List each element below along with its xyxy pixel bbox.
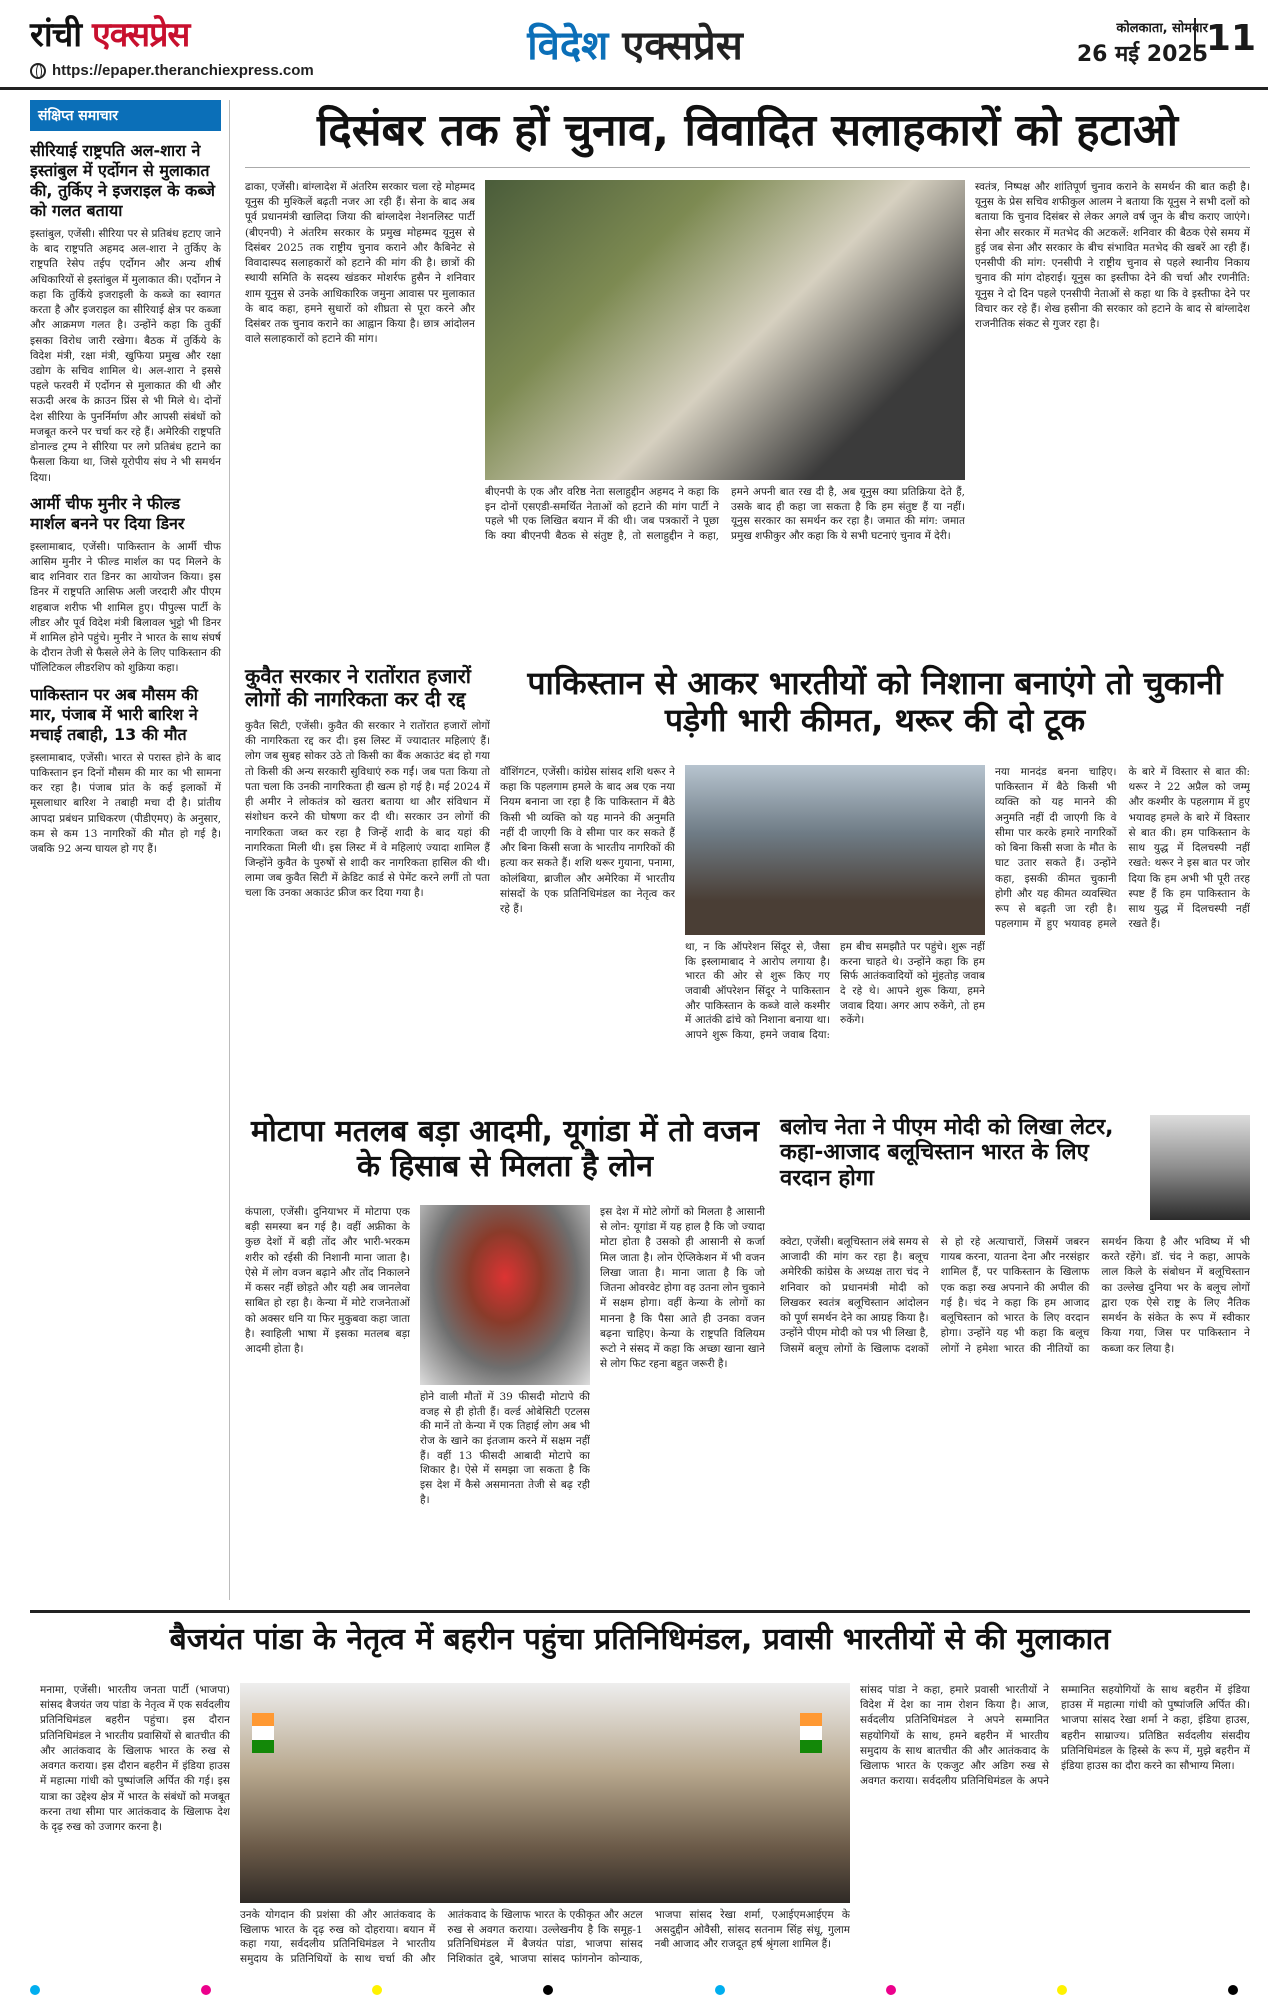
- logo-part2: एक्सप्रेस: [91, 15, 190, 55]
- article-bangladesh-headline: दिसंबर तक हों चुनाव, विवादित सलाहकारों को हटाओ: [245, 100, 1250, 168]
- article-uganda-col3: इस देश में मोटे लोगों को मिलता है आसानी से लोन: यूगांडा में यह हाल है कि जो ज्यादा मोटा होता है उसको ही आसानी से कर्जा मिल जाता है। लोन ऐप्लिकेशन में भी वजन लिखा जाता है। माना जाता है कि जो जितना ओवरवेट होगा वह उतना लोन चुकाने में सक्षम होगा। वहीं केन्या के लोगों का मानना है कि पैसा आते ही उनका वजन बढ़ना चाहिए। केन्या के राष्ट्रपति विलियम रूटो ने संसद में कहा कि अच्छा खाना खाने से लोग फिट रहना बहुत जरूरी है।: [600, 1206, 765, 1371]
- article-bahrain-col3: सांसद पांडा ने कहा, हमारे प्रवासी भारतीयों ने विदेश में देश का नाम रोशन किया है। आज, सर्वदलीय प्रतिनिधिमंडल ने अपने सम्मानित सहयोगियों के साथ, हमने बहरीन में भारतीय समुदाय के साथ बातचीत की और आतंकवाद के खिलाफ भारत के एकजुट और अडिग रुख से अवगत कराया। सर्वदलीय प्रतिनिधिमंडल के अपने सम्मानित सहयोगियों के साथ बहरीन में इंडिया हाउस में महात्मा गांधी को पुष्पांजलि अर्पित की। भाजपा सांसद रेखा शर्मा ने कहा, इंडिया हाउस, बहरीन साम्राज्य। प्रतिष्ठित सर्वदलीय संसदीय प्रतिनिधिमंडल के हिस्से के रूप में, मुझे बहरीन में इंडिया हाउस का दौरा करने का सौभाग्य मिला।: [860, 1684, 1250, 1788]
- article-uganda-headline: मोटापा मतलब बड़ा आदमी, यूगांडा में तो वजन के हिसाब से मिलता है लोन: [251, 1114, 759, 1184]
- article-tharoor-col3: नया मानदंड बनना चाहिए। पाकिस्तान में बैठे किसी भी व्यक्ति को यह मानने की अनुमति नहीं दी जाएगी कि वे सीमा पार करके हमारे नागरिकों को बिना किसी सजा के मौत के घाट उतार सकते हैं। उन्होंने कहा, इसकी कीमत चुकानी होगी और यह कीमत व्यवस्थित रूप से बढ़ती जा रही है। पहलगाम में हुए भयावह हमले के बारे में विस्तार से बात की: थरूर ने 22 अप्रैल को जम्मू और कश्मीर के पहलगाम में हुए भयावह हमले के बारे में विस्तार से बात की। हम पाकिस्तान के साथ युद्ध में दिलचस्पी नहीं रखते: थरूर ने इस बात पर जोर दिया कि हम अभी भी पूरी तरह स्पष्ट हैं कि हम पाकिस्तान के साथ युद्ध में दिलचस्पी नहीं रखते हैं।: [995, 766, 1250, 931]
- article-kuwait: [245, 665, 490, 1105]
- article-bahrain-col1: मनामा, एजेंसी। भारतीय जनता पार्टी (भाजपा) सांसद बैजयंत जय पांडा के नेतृत्व में एक सर्वदलीय प्रतिनिधिमंडल बहरीन पहुंचा। इस दौरान प्रतिनिधिमंडल ने भारतीय प्रवासियों से बातचीत की और आतंकवाद के खिलाफ भारत के रुख से अवगत कराया। इस दौरान बहरीन में इंडिया हाउस में महात्मा गांधी को पुष्पांजलि अर्पित की गई। इस यात्रा का उद्देश्य क्षेत्र में भारत के संबंधों को मजबूत करना तथा सीमा पार आतंकवाद के खिलाफ देश के दृढ़ रुख को उजागर करना है।: [40, 1684, 230, 1833]
- section-title-part2: एक्सप्रेस: [622, 22, 743, 69]
- yunus-army-photo: [485, 180, 965, 480]
- article-baloch-body: क्वेटा, एजेंसी। बलूचिस्तान लंबे समय से आजादी की मांग कर रहा है। बलूच अमेरिकी कांग्रेस के अध्यक्ष तारा चंद ने शनिवार को प्रधानमंत्री मोदी को लिखकर स्वतंत्र बलूचिस्तान आंदोलन को पूर्ण समर्थन देने का आग्रह किया है। उन्होंने पीएम मोदी को पत्र भी लिखा है, जिसमें बलूच लोगों के खिलाफ दशकों से हो रहे अत्याचारों, जिसमें जबरन गायब करना, यातना देना और नरसंहार शामिल हैं, पर पाकिस्तान के खिलाफ एक कड़ा रुख अपनाने की अपील की गई है। चंद ने कहा कि हम आजाद बलूचिस्तान को भारत के लिए वरदान होगा। उन्होंने यह भी कहा कि बलूच लोगों ने हमेशा भारत की नीतियों का समर्थन किया है और भविष्य में भी करते रहेंगे। डॉ. चंद ने कहा, आपके लाल किले के संबोधन में बलूचिस्तान का उल्लेख दुनिया भर के बलूच लोगों द्वारा एक ऐसे राष्ट्र के लिए नैतिक समर्थन के संकेत के रूप में स्वीकार किया गया, जिस पर पाकिस्तान ने कब्जा कर लिया है।: [780, 1236, 1250, 1355]
- article-tharoor-col1: वॉशिंगटन, एजेंसी। कांग्रेस सांसद शशि थरूर ने कहा कि पहलगाम हमले के बाद अब एक नया नियम बनाना जा रहा है कि पाकिस्तान में बैठे किसी भी व्यक्ति को यह मानने की अनुमति नहीं दी जाएगी कि वे सीमा पार कर सकते हैं और बिना किसी सजा के भारतीय नागरिकों की हत्या कर सकते हैं। शशि थरूर गुयाना, पनामा, कोलंबिया, ब्राजील और अमेरिका में भारतीय सांसदों के एक प्रतिनिधिमंडल का नेतृत्व कर रहे हैं।: [500, 766, 675, 915]
- article-bangladesh: [245, 100, 1250, 660]
- article-baloch: [780, 1115, 1250, 1595]
- tharoor-delegation-photo: [685, 765, 985, 935]
- article-bahrain-col2: उनके योगदान की प्रशंसा की और आतंकवाद के खिलाफ भारत के दृढ़ रुख को दोहराया। बयान में कहा गया, सर्वदलीय प्रतिनिधिमंडल ने भारतीय समुदाय के प्रतिनिधियों के साथ चर्चा की और आतंकवाद के खिलाफ भारत के एकीकृत और अटल रुख से अवगत कराया। उल्लेखनीय है कि समूह-1 प्रतिनिधिमंडल में बैजयंत पांडा, भाजपा सांसद निशिकांत दुबे, भाजपा सांसद फांगनोन कोन्याक, भाजपा सांसद रेखा शर्मा, एआईएमआईएम के असदुद्दीन ओवैसी, सांसद सतनाम सिंह संधू, गुलाम नबी आजाद और राजदूत हर्ष श्रृंगला शामिल हैं।: [240, 1909, 850, 1966]
- article-tharoor: [500, 665, 1250, 1105]
- article-tharoor-col2: था, न कि ऑपरेशन सिंदूर से, जैसा कि इस्लामाबाद ने आरोप लगाया है। भारत की ओर से शुरू किए गए जवाबी ऑपरेशन सिंदूर ने पाकिस्तान और पाकिस्तान के कब्जे वाले कश्मीर में आतंकी ढांचे को निशाना बनाया था। आपने शुरू किया, हमने जवाब दिया: हम बीच समझौते पर पहुंचे। शुरू नहीं करना चाहते थे। उन्होंने कहा कि हम सिर्फ आतंकवादियों को मुंहतोड़ जवाब दे रहे थे। आपने शुरू किया, हमने जवाब दिया। अगर आप रुकेंगे, तो हम रुकेंगे।: [685, 941, 985, 1042]
- article-bangladesh-col1: ढाका, एजेंसी। बांग्लादेश में अंतरिम सरकार चला रहे मोहम्मद यूनुस की मुश्किलें बढ़ती नजर आ रही हैं। सेना के बाद अब पूर्व प्रधानमंत्री खालिदा जिया की बांग्लादेश नेशनलिस्ट पार्टी (बीएनपी) ने अंतरिम सरकार के प्रमुख मोहम्मद यूनुस से दिसंबर 2025 तक राष्ट्रीय चुनाव कराने और कैबिनेट से विवादास्पद सलाहकारों को हटाने की मांग की है। छात्रों की स्थायी समिति के सदस्य खंडकर मोशर्रफ हुसैन ने शनिवार शाम यूनुस से उनके आधिकारिक जमुना आवास पर मुलाकात के बाद कहा, हमने सुधारों को शीघ्रता से पूरा करने और दिसंबर तक चुनाव कराने का आह्वान किया है। छात्र आंदोलन वाले सलाहकारों को हटाने की मांग।: [245, 181, 475, 346]
- brief-headline-1: सीरियाई राष्ट्रपति अल-शारा ने इस्तांबुल में एर्दोगन से मुलाकात की, तुर्किए ने इजराइल के कब्जे को गलत बताया: [30, 141, 215, 220]
- brief-headline-2: आर्मी चीफ मुनीर ने फील्ड मार्शल बनने पर दिया डिनर: [30, 493, 185, 533]
- article-bahrain-headline: बैजयंत पांडा के नेतृत्व में बहरीन पहुंचा प्रतिनिधिमंडल, प्रवासी भारतीयों से की मुलाकात: [169, 1622, 1111, 1657]
- baloch-leader-photo: [1150, 1115, 1250, 1220]
- page-number: 11: [1194, 18, 1256, 59]
- bahrain-delegation-photo: [240, 1683, 850, 1903]
- yellow-dot-icon: [1057, 1985, 1067, 1995]
- article-tharoor-headline: पाकिस्तान से आकर भारतीयों को निशाना बनाएंगे तो चुकानी पड़ेगी भारी कीमत, थरूर की दो टूक: [527, 664, 1223, 739]
- indian-flag-icon: [800, 1713, 822, 1753]
- cyan-dot-icon: [715, 1985, 725, 1995]
- article-bahrain: [30, 1610, 1250, 1980]
- black-dot-icon: [1228, 1985, 1238, 1995]
- section-title: [527, 16, 743, 71]
- article-bangladesh-col2: बीएनपी के एक और वरिष्ठ नेता सलाहुद्दीन अहमद ने कहा कि इन दोनों एसएडी-समर्थित नेताओं को हटाने की मांग पार्टी ने पहले भी एक लिखित बयान में की थी। जब पत्रकारों ने पूछा कि क्या बीएनपी बैठक से संतुष्ट है, तो सलाहुद्दीन ने कहा, हमने अपनी बात रख दी है, अब यूनुस क्या प्रतिक्रिया देते हैं, उसके बाद ही कहा जा सकता है कि हम संतुष्ट हैं या नहीं। यूनुस सरकार का समर्थन कर रहा है। जमात की मांग: जमात प्रमुख शफीकुर और कहा कि ये सभी घटनाएं चुनाव में देरी।: [485, 486, 965, 543]
- black-dot-icon: [543, 1985, 553, 1995]
- globe-icon: [30, 63, 46, 79]
- article-uganda-col1: कंपाला, एजेंसी। दुनियाभर में मोटापा एक बड़ी समस्या बन गई है। वहीं अफ्रीका के कुछ देशों में बड़ी तोंद और भारी-भरकम शरीर को रईसी की निशानी माना जाता है। ऐसे में लोग वजन बढ़ाने और तोंद निकालने में कसर नहीं छोड़ते और यही अब जानलेवा साबित हो रहा है। केन्या में मोटे राजनेताओं को अक्सर धनि या फिर मुकुबवा कहा जाता है। स्वाहिली भाषा में इसका मतलब बड़ा आदमी होता है।: [245, 1206, 410, 1355]
- brief-body-2: इस्लामाबाद, एजेंसी। पाकिस्तान के आर्मी चीफ आसिम मुनीर ने फील्ड मार्शल का पद मिलने के बाद शनिवार रात डिनर का आयोजन किया। इस डिनर में राष्ट्रपति आसिफ अली जरदारी और पीएम शहबाज शरीफ भी शामिल हुए। पीपुल्स पार्टी के लीडर और पूर्व विदेश मंत्री बिलावल भुट्टो भी डिनर में शामिल होने पहुंचे। मुनीर ने भारत के साथ संघर्ष के दौरान तेजी से फैसले लेने के लिए पाकिस्तान की पॉलिटिकल लीडरशिप को शुक्रिया कहा।: [30, 540, 221, 675]
- date-city-day: कोलकाता, सोमवार: [1116, 21, 1208, 36]
- briefs-tag: संक्षिप्त समाचार: [30, 100, 221, 131]
- masthead-logo: [30, 10, 189, 56]
- brief-headline-3: पाकिस्तान पर अब मौसम की मार, पंजाब में भारी बारिश ने मचाई तबाही, 13 की मौत: [30, 684, 198, 744]
- section-title-box: [450, 8, 820, 78]
- magenta-dot-icon: [201, 1985, 211, 1995]
- article-baloch-headline: बलोच नेता ने पीएम मोदी को लिखा लेटर, कहा-आजाद बलूचिस्तान भारत के लिए वरदान होगा: [780, 1115, 1114, 1191]
- article-uganda: [245, 1115, 765, 1595]
- section-title-part1: विदेश: [527, 22, 623, 69]
- brief-body-3: इस्लामाबाद, एजेंसी। भारत से परास्त होने के बाद पाकिस्तान इन दिनों मौसम की मार का भी सामना कर रहा है। पंजाब प्रांत के कई इलाकों में मूसलाधार बारिश ने तबाही मचा दी है। प्रांतीय आपदा प्रबंधन प्राधिकरण (पीडीएमए) के अनुसार, कम से कम 13 नागरिकों की मौत हो गई है। जबकि 92 अन्य घायल हो गए हैं।: [30, 751, 221, 855]
- print-registration-bar: [0, 1985, 1268, 1997]
- article-kuwait-headline: कुवैत सरकार ने रातोंरात हजारों लोगों की नागरिकता कर दी रद्द: [245, 664, 471, 711]
- obesity-photo: [420, 1205, 590, 1385]
- date-value: 26 मई 2025: [1076, 42, 1208, 67]
- cyan-dot-icon: [30, 1985, 40, 1995]
- page-header: [0, 0, 1268, 90]
- dateline: [1077, 18, 1208, 68]
- article-uganda-col2: होने वाली मौतों में 39 फीसदी मोटापे की वजह से ही होती हैं। वर्ल्ड ओबेसिटी एटलस की मानें तो केन्या में एक तिहाई लोग अब भी रोज के खाने का इंतजाम करने में सक्षम नहीं हैं। वहीं 13 फीसदी आबादी मोटापे का शिकार है। ऐसे में समझा जा सकता है कि इस देश में कैसे असमानता तेजी से बढ़ रही है।: [420, 1391, 590, 1506]
- url-text[interactable]: https://epaper.theranchiexpress.com: [52, 62, 314, 79]
- magenta-dot-icon: [886, 1985, 896, 1995]
- epaper-url[interactable]: [30, 62, 314, 79]
- logo-part1: रांची: [30, 15, 92, 55]
- brief-body-1: इस्तांबुल, एजेंसी। सीरिया पर से प्रतिबंध हटाए जाने के बाद राष्ट्रपति अहमद अल-शारा ने तुर्किए के राष्ट्रपति रेसेप तईप एर्दोगन और अन्य शीर्ष अधिकारियों से इस्तांबुल में मुलाकात की। एर्दोगन ने कहा कि तुर्किये इजराइली के कब्जे का स्वागत करता है और इजराइल का सीरियाई क्षेत्र पर कब्जा और आक्रमण गलत है। उन्होंने कहा कि तुर्की इसका विरोध जारी रखेगा। बैठक में तुर्किये के विदेश मंत्री, रक्षा मंत्री, खुफिया प्रमुख और रक्षा उद्योग के सचिव शामिल थे। अल-शारा ने इससे पहले फरवरी में एर्दोगन से मुलाकात की थी और सऊदी अरब के क्राउन प्रिंस से भी मिले थे। दोनों देश सीरिया के पुनर्निर्माण और आपसी संबंधों को मजबूत करने पर चर्चा कर रहे हैं। अमेरिकी राष्ट्रपति डोनाल्ड ट्रम्प ने सीरिया पर लगे प्रतिबंध हटाने का फैसला किया था, जिसे यूरोपीय संघ ने भी समर्थन दिया।: [30, 228, 222, 484]
- yellow-dot-icon: [372, 1985, 382, 1995]
- briefs-column: [30, 100, 230, 1600]
- indian-flag-icon: [252, 1713, 274, 1753]
- article-kuwait-body: कुवैत सिटी, एजेंसी। कुवैत की सरकार ने रातोंरात हजारों लोगों की नागरिकता रद्द कर दी। इस लिस्ट में ज्यादातर महिलाएं हैं। लोग जब सुबह सोकर उठे तो किसी का बैंक अकाउंट बंद हो गया तो किसी की अन्य सरकारी सुविधाएं रुक गईं। जब पता किया तो पता चला कि उनकी नागरिकता ही खत्म हो गई है। मई 2024 में ही अमीर ने लोकतंत्र को खतरा बताया था और संविधान में संशोधन करने की घोषणा कर दी थी। सरकार उन लोगों की नागरिकता जब्त कर रहा है जिन्हें शादी के बाद यहां की नागरिकता मिली थी। इस लिस्ट में वे महिलाएं ज्यादा शामिल हैं जिन्होंने कुवैत के पुरुषों से शादी कर नागरिकता हासिल की थी। लामा जब कुवैत सिटी में क्रेडिट कार्ड से पेमेंट करने लगीं तो पता चला कि उनका अकाउंट फ्रीज कर दिया गया है।: [245, 720, 490, 900]
- article-bangladesh-col3: स्वतंत्र, निष्पक्ष और शांतिपूर्ण चुनाव कराने के समर्थन की बात कही है। यूनुस के प्रेस सचिव शफीकुल आलम ने बताया कि यूनुस ने सभी दलों को बताया कि चुनाव दिसंबर से लेकर अगले वर्ष जून के बीच कराए जाएंगे। सेना और सरकार में मतभेद की अटकलें: शनिवार की बैठक ऐसे समय में हुई जब सेना और सरकार के बीच संभावित मतभेद की खबरें आ रही हैं। एनसीपी की मांग: एनसीपी ने राष्ट्रीय चुनाव से पहले स्थानीय निकाय चुनाव की मांग दोहराई। यूनुस का इस्तीफा देने की चर्चा और रणनीति: यूनुस ने दो दिन पहले एनसीपी नेताओं से कहा था कि वे इस्तीफा देने पर विचार कर रहे हैं। शेख हसीना की सरकार को हटाने के बाद से बांग्लादेश राजनीतिक संकट से गुजर रहा है।: [975, 181, 1250, 330]
